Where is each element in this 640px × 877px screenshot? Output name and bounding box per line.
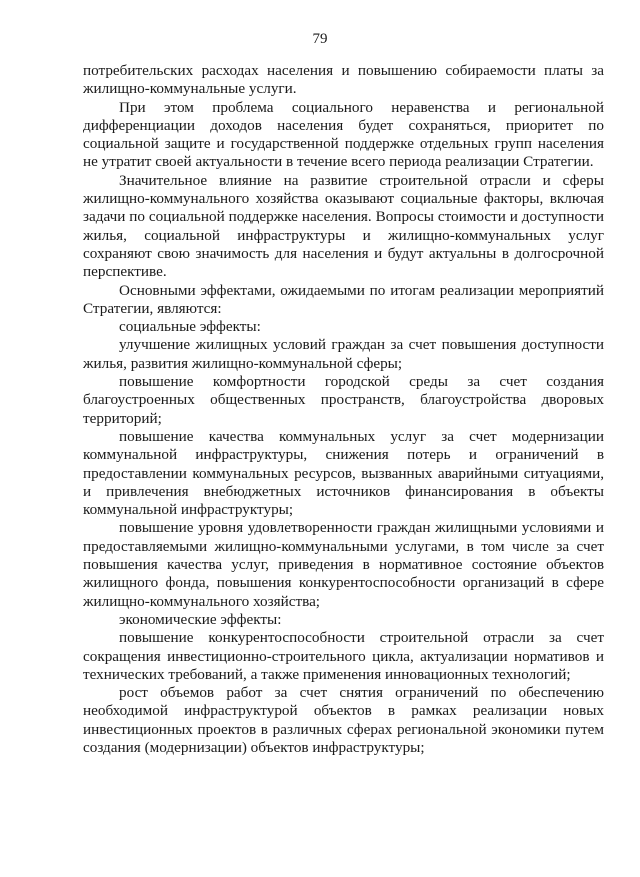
paragraph-main-effects-intro: Основными эффектами, ожидаемыми по итогам реализации мероприятий Стратегии, являются: — [83, 281, 604, 317]
list-item-urban-comfort: повышение комфортности городской среды за счет создания благоустроенных общественных пространств, благоустройства дворовых территорий; — [83, 373, 604, 427]
list-item-citizen-satisfaction: повышение уровня удовлетворенности граждан жилищными условиями и предоставляемыми жилищно-коммунальными услугами, в том числе за счет повышения качества услуг, приведения в нормативное состояние объектов жилищного фонда, повышения конкурентоспособности организаций в сфере жилищно-коммунального хозяйства; — [83, 519, 604, 610]
list-item-competitiveness: повышение конкурентоспособности строительной отрасли за счет сокращения инвестиционно-строительного цикла, актуализации нормативов и технических требований, а также применения инновационных технологий; — [83, 629, 604, 683]
document-body — [83, 62, 604, 757]
list-item-work-volume-growth: рост объемов работ за счет снятия ограничений по обеспечению необходимой инфраструктурой объектов в рамках реализации новых инвестиционных проектов в различных сферах региональной экономики путем создания (модернизации) объектов инфраструктуры; — [83, 684, 604, 756]
page-number: 79 — [312, 31, 328, 47]
paragraph-social-factors: Значительное влияние на развитие строительной отрасли и сферы жилищно-коммунального хозяйства оказывают социальные факторы, включая задачи по социальной поддержке населения. Вопросы стоимости и доступности жилья, социальной инфраструктуры и жилищно-коммунальных услуг сохраняют свою значимость для населения и будут актуальны в долгосрочной перспективе. — [83, 171, 604, 281]
paragraph-social-inequality: При этом проблема социального неравенства и региональной дифференциации доходов населения будет сохраняться, приоритет по социальной защите и государственной поддержке отдельных групп населения не утратит своей актуальности в течение всего периода реализации Стратегии. — [83, 98, 604, 171]
heading-economic-effects: экономические эффекты: — [119, 610, 282, 628]
heading-social-effects: социальные эффекты: — [119, 318, 261, 336]
paragraph-continuation: потребительских расходах населения и повышению собираемости платы за жилищно-коммунальные услуги. — [83, 62, 604, 98]
list-item-utility-quality: повышение качества коммунальных услуг за счет модернизации коммунальной инфраструктуры, снижения потерь и ограничений в предоставлении коммунальных ресурсов, вызванных аварийными ситуациями, и привлечения внебюджетных источников финансирования в объекты коммунальной инфраструктуры; — [83, 427, 604, 519]
list-item-housing-conditions: улучшение жилищных условий граждан за счет повышения доступности жилья, развития жилищно-коммунальной сферы; — [83, 336, 604, 372]
